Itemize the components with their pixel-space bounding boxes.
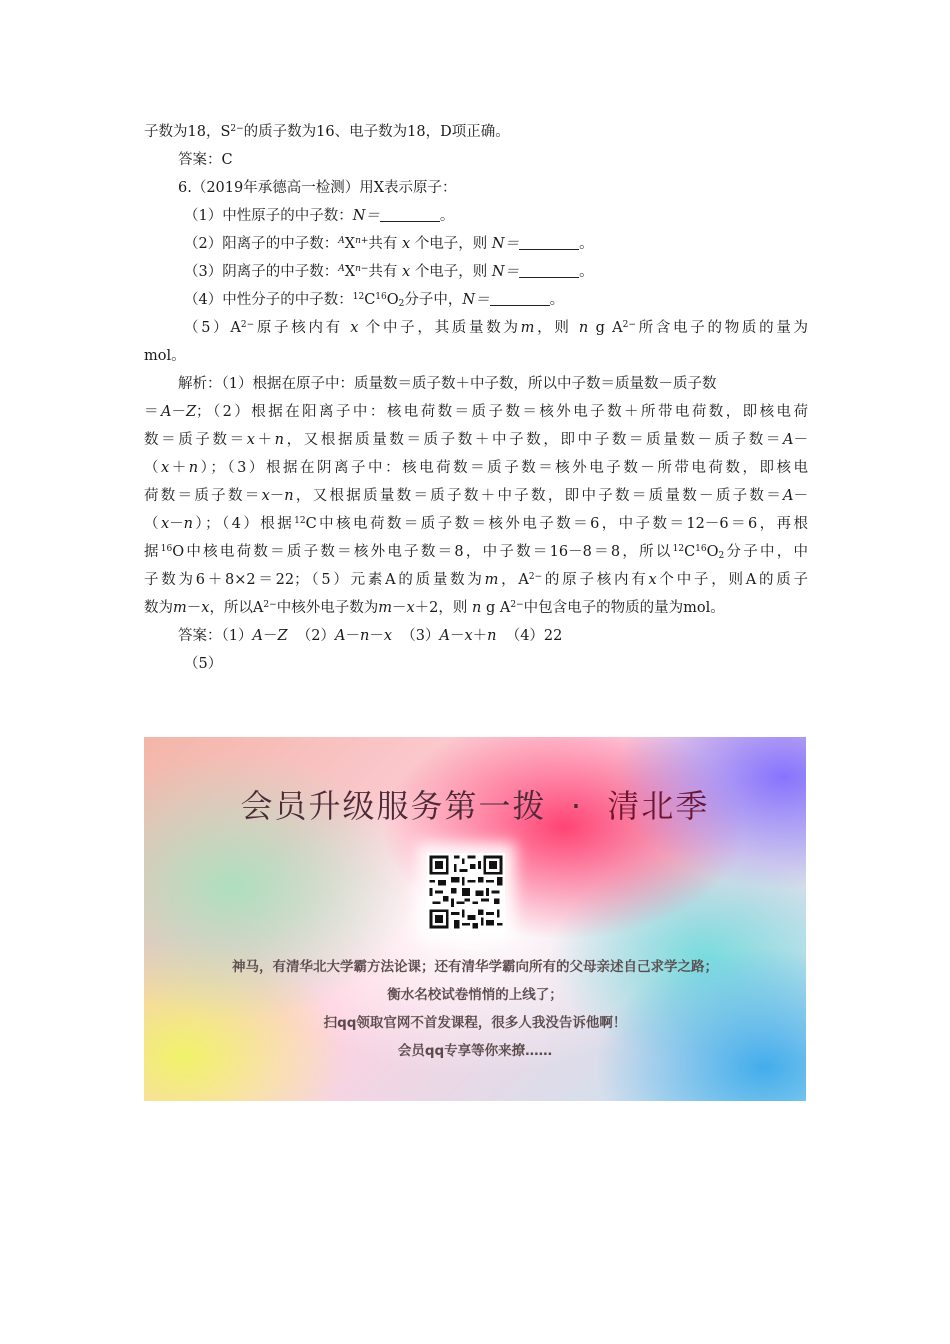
sub-question-5: $(5)A^{2-}$原子核内有 x 个中子，其质量数为m，则 n g $A^{2-}$所含电子的物质的量为: [184, 320, 809, 336]
sub-question-1: （1）中性原子的中子数：N＝ 。: [184, 208, 455, 224]
explanation-line: （x－n）；（4）根据$^{12}$C中核电荷数＝质子数＝核外电子数＝6，中子数＝12－6＝6，再根: [144, 516, 808, 532]
answer-blank: [519, 263, 579, 278]
answer-blank: [519, 235, 579, 250]
banner-line: 扫qq领取官网不首发课程，很多人我没告诉他啊！: [323, 1015, 627, 1031]
explanation-line: 数＝质子数＝x＋n，又根据质量数＝质子数＋中子数，即中子数＝质量数－质子数＝A－: [144, 432, 809, 448]
explanation-line: 解析：（1）根据在原子中：质量数＝质子数＋中子数，所以中子数＝质量数－质子数: [178, 376, 717, 392]
explanation-line: （x＋n）；（3）根据在阴离子中：核电荷数＝质子数＝核外电子数－所带电荷数，即核电: [144, 460, 809, 476]
question-title: 6.（2019年承德高一检测）用X表示原子：: [178, 180, 457, 196]
text-line: 子数为18，$S^{2-}$的质子数为16、电子数为18，D项正确。: [144, 124, 510, 140]
sub-question-4: （4）中性分子的中子数：$^{12}C^{16}O_2$分子中，N＝ 。: [184, 292, 565, 309]
explanation-line: 据$^{16}$O中核电荷数＝质子数＝核外电子数＝8，中子数＝16－8＝8，所以$^{12}C^{16}O_2$分子中，中: [144, 544, 809, 561]
document-body: [144, 118, 808, 678]
banner-title: 会员升级服务第一拨 · 清北季: [240, 787, 710, 825]
answer-blank: [490, 291, 550, 306]
sub-question-3: （3）阴离子的中子数：$^AX^{n-}$共有 x 个电子，则 N＝ 。: [184, 264, 594, 280]
banner-text: [144, 953, 806, 1065]
explanation-line: ＝A－Z；（2）根据在阳离子中：核电荷数＝质子数＝核外电子数＋所带电荷数，即核电荷: [144, 404, 808, 420]
sub-question-2: （2）阳离子的中子数：$^AX^{n+}$共有 x 个电子，则 N＝ 。: [184, 236, 594, 252]
answer-line: 答案：C: [178, 152, 233, 168]
explanation-line: 数为m－x，所以$A^{2-}$中核外电子数为m－x＋2，则 n g $A^{2-}$中包含电子的物质的量为mol。: [144, 600, 725, 616]
banner-line: 神马，有清华北大学霸方法论课；还有清华学霸向所有的父母亲述自己求学之路；: [232, 959, 718, 975]
explanation-line: 子数为6＋8×2＝22；（5）元素A的质量数为m，$A^{2-}$的原子核内有x个中子，则A的质子: [144, 572, 808, 588]
banner-line: 衡水名校试卷悄悄的上线了；: [387, 987, 563, 1003]
answer-line: 答案：（1）A－Z （2）A－n－x （3）A－x＋n （4）22: [178, 628, 563, 644]
qr-code-icon[interactable]: [427, 853, 505, 931]
banner-line: 会员qq专享等你来撩……: [397, 1043, 553, 1059]
text-line: mol。: [144, 348, 186, 364]
promo-banner[interactable]: [144, 737, 806, 1101]
answer-line: （5）: [184, 656, 223, 672]
answer-blank: [380, 207, 440, 222]
explanation-line: 荷数＝质子数＝x－n，又根据质量数＝质子数＋中子数，即中子数＝质量数－质子数＝A－: [144, 488, 808, 504]
